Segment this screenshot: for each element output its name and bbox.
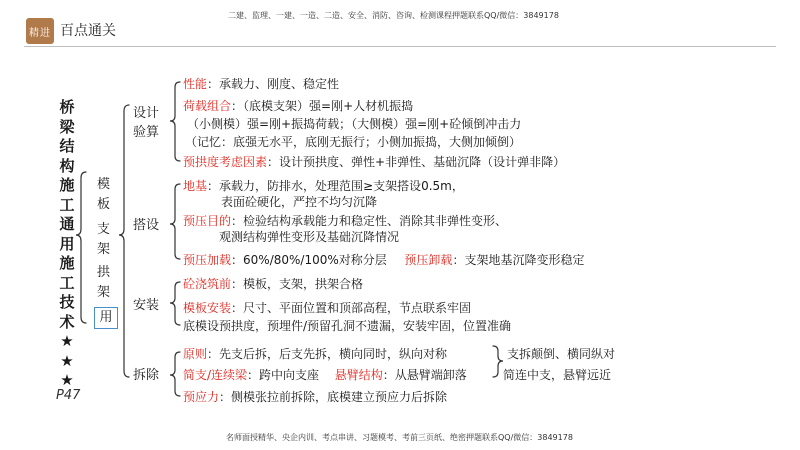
mnemonic-brace [493,346,503,377]
erect-foundation-line-2: 表面砼硬化，严控不均匀沉降 [221,195,378,209]
design-load-mnemonic: （记忆：底强无水平，底刚无振行；小侧加振捣，大侧加倾倒） [185,135,522,149]
category-brace [119,105,129,377]
install-brace [170,282,180,325]
category-support: 支架 [97,222,111,257]
section-erect-title: 搭设 [133,218,160,233]
category-arch: 拱架 [97,265,111,300]
category-used-box: 用 [94,307,118,329]
install-before-pour-line: 砼浇筑前：模板，支架，拱架合格 [183,277,364,291]
design-performance-line: 性能：承载力、刚度、稳定性 [183,77,340,91]
erect-preload-line: 预压目的：检验结构承载能力和稳定性、消除其非弹性变形、 [183,214,508,228]
remove-sequence-line: 简支/连续梁：跨中向支座 悬臂结构：从悬臂端卸落 [183,368,467,382]
title-brace [76,172,86,323]
install-formwork-line-2: 底模设预拱度，预埋件/预留孔洞不遗漏，安装牢固，位置准确 [183,319,512,333]
erect-brace [170,184,180,259]
section-install-title: 安装 [133,298,160,313]
section-design-title: 设计 验算 [133,106,160,140]
footer-contact-note: 名师面授精华、央企内训、考点串讲、习题模考、考前三页纸、绝密押题联系QQ/微信：3849178 [226,433,573,442]
design-load-line-2: （小侧模）强=刚+振捣荷载；（大侧模）强=刚+砼倾倒冲击力 [187,117,522,131]
page-reference: P47 [56,388,81,403]
remove-brace [170,352,180,396]
erect-preload-line-2: 观测结构弹性变形及基础沉降情况 [219,230,400,244]
brand-name: 百点通关 [60,23,116,39]
erect-loading-line: 预压加载：60%/80%/100%对称分层 预压卸载：支架地基沉降变形稳定 [183,253,585,267]
design-brace [170,82,180,161]
design-camber-line: 预拱度考虑因素：设计预拱度、弹性+非弹性、基础沉降（设计弹非降） [183,155,566,169]
remove-principle-mnemonic: 支拆颠倒、横同纵对 [507,347,616,361]
install-formwork-line: 模板安装：尺寸、平面位置和顶部高程，节点联系牢固 [183,301,472,315]
header-contact-note: 二建、监理、一建、一造、二造、安全、消防、咨询、检测课程押题联系QQ/微信：3849178 [228,11,559,20]
section-remove-title: 拆除 [133,368,160,383]
design-load-line: 荷载组合：（底模支架）强=刚+人材机振捣 [183,99,414,113]
erect-foundation-line: 地基：承载力，防排水，处理范围≥支架搭设0.5m， [183,179,464,193]
remove-principle-line: 原则：先支后拆，后支先拆，横向同时，纵向对称 [183,347,448,361]
remove-prestress-line: 预应力：侧模张拉前拆除，底模建立预应力后拆除 [183,390,448,404]
page-title: 桥梁结构施工通用施工技术★★★ [59,98,75,389]
remove-sequence-mnemonic: 简连中支，悬臂远近 [503,368,612,382]
category-formwork: 模板 [97,177,111,212]
brand-logo: 精进 [26,18,54,44]
